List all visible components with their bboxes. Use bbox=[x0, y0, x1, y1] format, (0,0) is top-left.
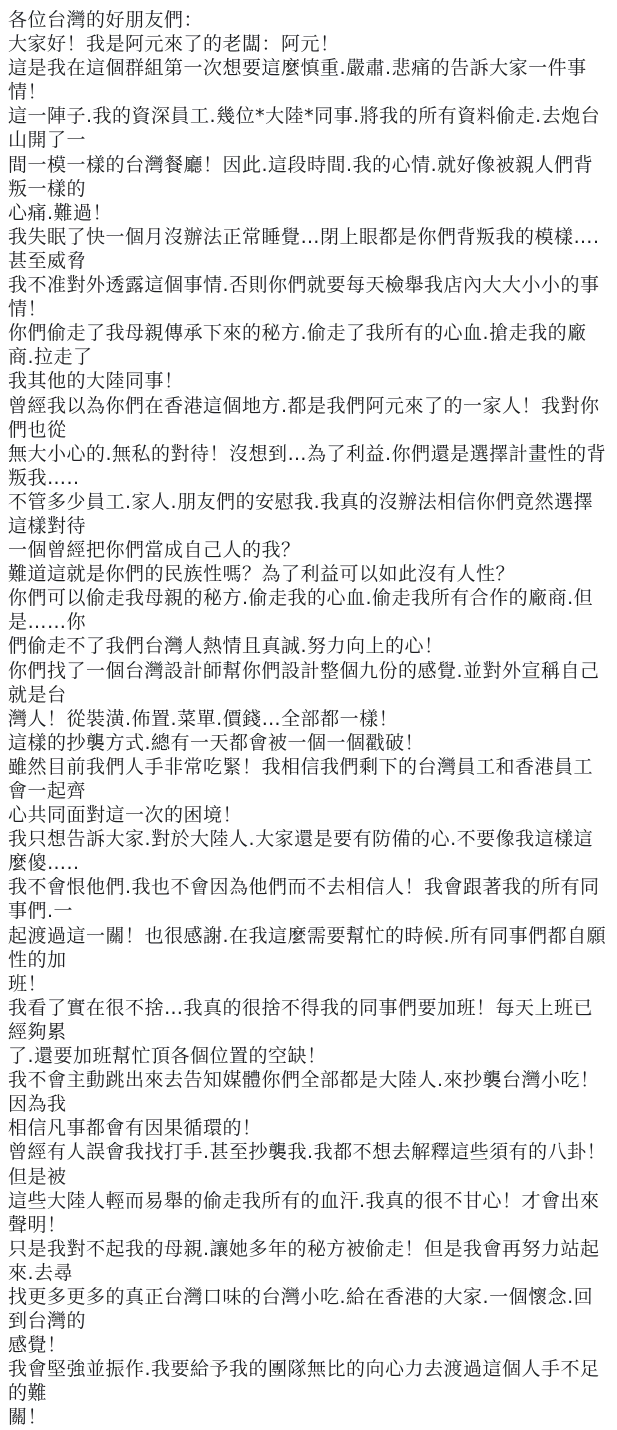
post-paragraph: 我失眠了快一個月沒辦法正常睡覺…閉上眼都是你們背叛我的模樣….甚至威脅 我不准對外透露這個事情.否則你們就要每天檢舉我店內大大小小的事情！ bbox=[8, 225, 600, 321]
post-paragraph: 曾經有人誤會我找打手.甚至抄襲我.我都不想去解釋這些須有的八卦！但是被 這些大陸人輕而易舉的偷走我所有的血汗.我真的很不甘心！才會出來聲明！ bbox=[8, 1141, 607, 1236]
introduction-line: 大家好！我是阿元來了的老闆：阿元！ bbox=[8, 33, 340, 56]
closing-paragraph: 我會堅強並振作.我要給予我的團隊無比的向心力去渡過這個人手不足的難 關！ bbox=[8, 1358, 600, 1429]
post-paragraph: 這一陣子.我的資深員工.幾位*大陸*同事.將我的所有資料偷走.去炮台山開了一 間一模一樣的台灣餐廳！因此.這段時間.我的心情.就好像被親人們背叛一樣的 心痛.難過！ bbox=[8, 105, 601, 224]
post-paragraph: 這樣的抄襲方式.總有一天都會被一個一個戳破！ bbox=[8, 731, 425, 754]
post-paragraph: 只是我對不起我的母親.讓她多年的秘方被偷走！但是我會再努力站起來.去尋 找更多更多的真正台灣口味的台灣小吃.給在香港的大家.一個懷念.回到台灣的 感覺！ bbox=[8, 1237, 600, 1357]
post-paragraph: 難道這就是你們的民族性嗎？為了利益可以如此沒有人性？ bbox=[8, 563, 516, 586]
post-paragraph: 我不會主動跳出來去告知媒體你們全部都是大陸人.來抄襲台灣小吃！因為我 相信凡事都會有因果循環的！ bbox=[8, 1069, 600, 1140]
post-paragraph: 我看了實在很不捨…我真的很捨不得我的同事們要加班！每天上班已經夠累 了.還要加班幫忙頂各個位置的空缺！ bbox=[8, 996, 594, 1068]
post-paragraph: 雖然目前我們人手非常吃緊！我相信我們剩下的台灣員工和香港員工會一起齊 心共同面對這一次的困境！ bbox=[8, 755, 594, 827]
post-paragraph: 這是我在這個群組第一次想要這麼慎重.嚴肅.悲痛的告訴大家一件事情！ bbox=[8, 57, 587, 104]
post-paragraph: 你們可以偷走我母親的秘方.偷走我的心血.偷走我所有合作的廠商.但是……你 們偷走不了我們台灣人熱情且真誠.努力向上的心！ bbox=[8, 587, 594, 658]
post-paragraph: 曾經我以為你們在香港這個地方.都是我們阿元來了的一家人！我對你們也從 無大小心的.無私的對待！沒想到…為了利益.你們還是選擇計畫性的背叛我….. 不管多少員工.家人.朋友們的安慰我.我真的沒辦法相信你們竟然選擇這樣對待 一個曾經把你們當成自己人的我？ bbox=[8, 394, 607, 562]
greeting-line: 各位台灣的好朋友們： bbox=[8, 9, 204, 31]
post-paragraph: 我只想告訴大家.對於大陸人.大家還是要有防備的心.不要像我這樣這麼傻….. 我不會恨他們.我也不會因為他們而不去相信人！我會跟著我的所有同事們.一 起渡過這一關！也很感謝.在我這麼需要幫忙的時候.所有同事們都自願性的加 班！ bbox=[8, 828, 607, 995]
post-paragraph: 你們找了一個台灣設計師幫你們設計整個九份的感覺.並對外宣稱自己就是台 灣人！從裝潢.佈置.菜單.價錢…全部都一樣！ bbox=[8, 659, 600, 730]
post-paragraph: 你們偷走了我母親傳承下來的秘方.偷走了我所有的心血.搶走我的廠商.拉走了 我其他的大陸同事！ bbox=[8, 322, 587, 393]
